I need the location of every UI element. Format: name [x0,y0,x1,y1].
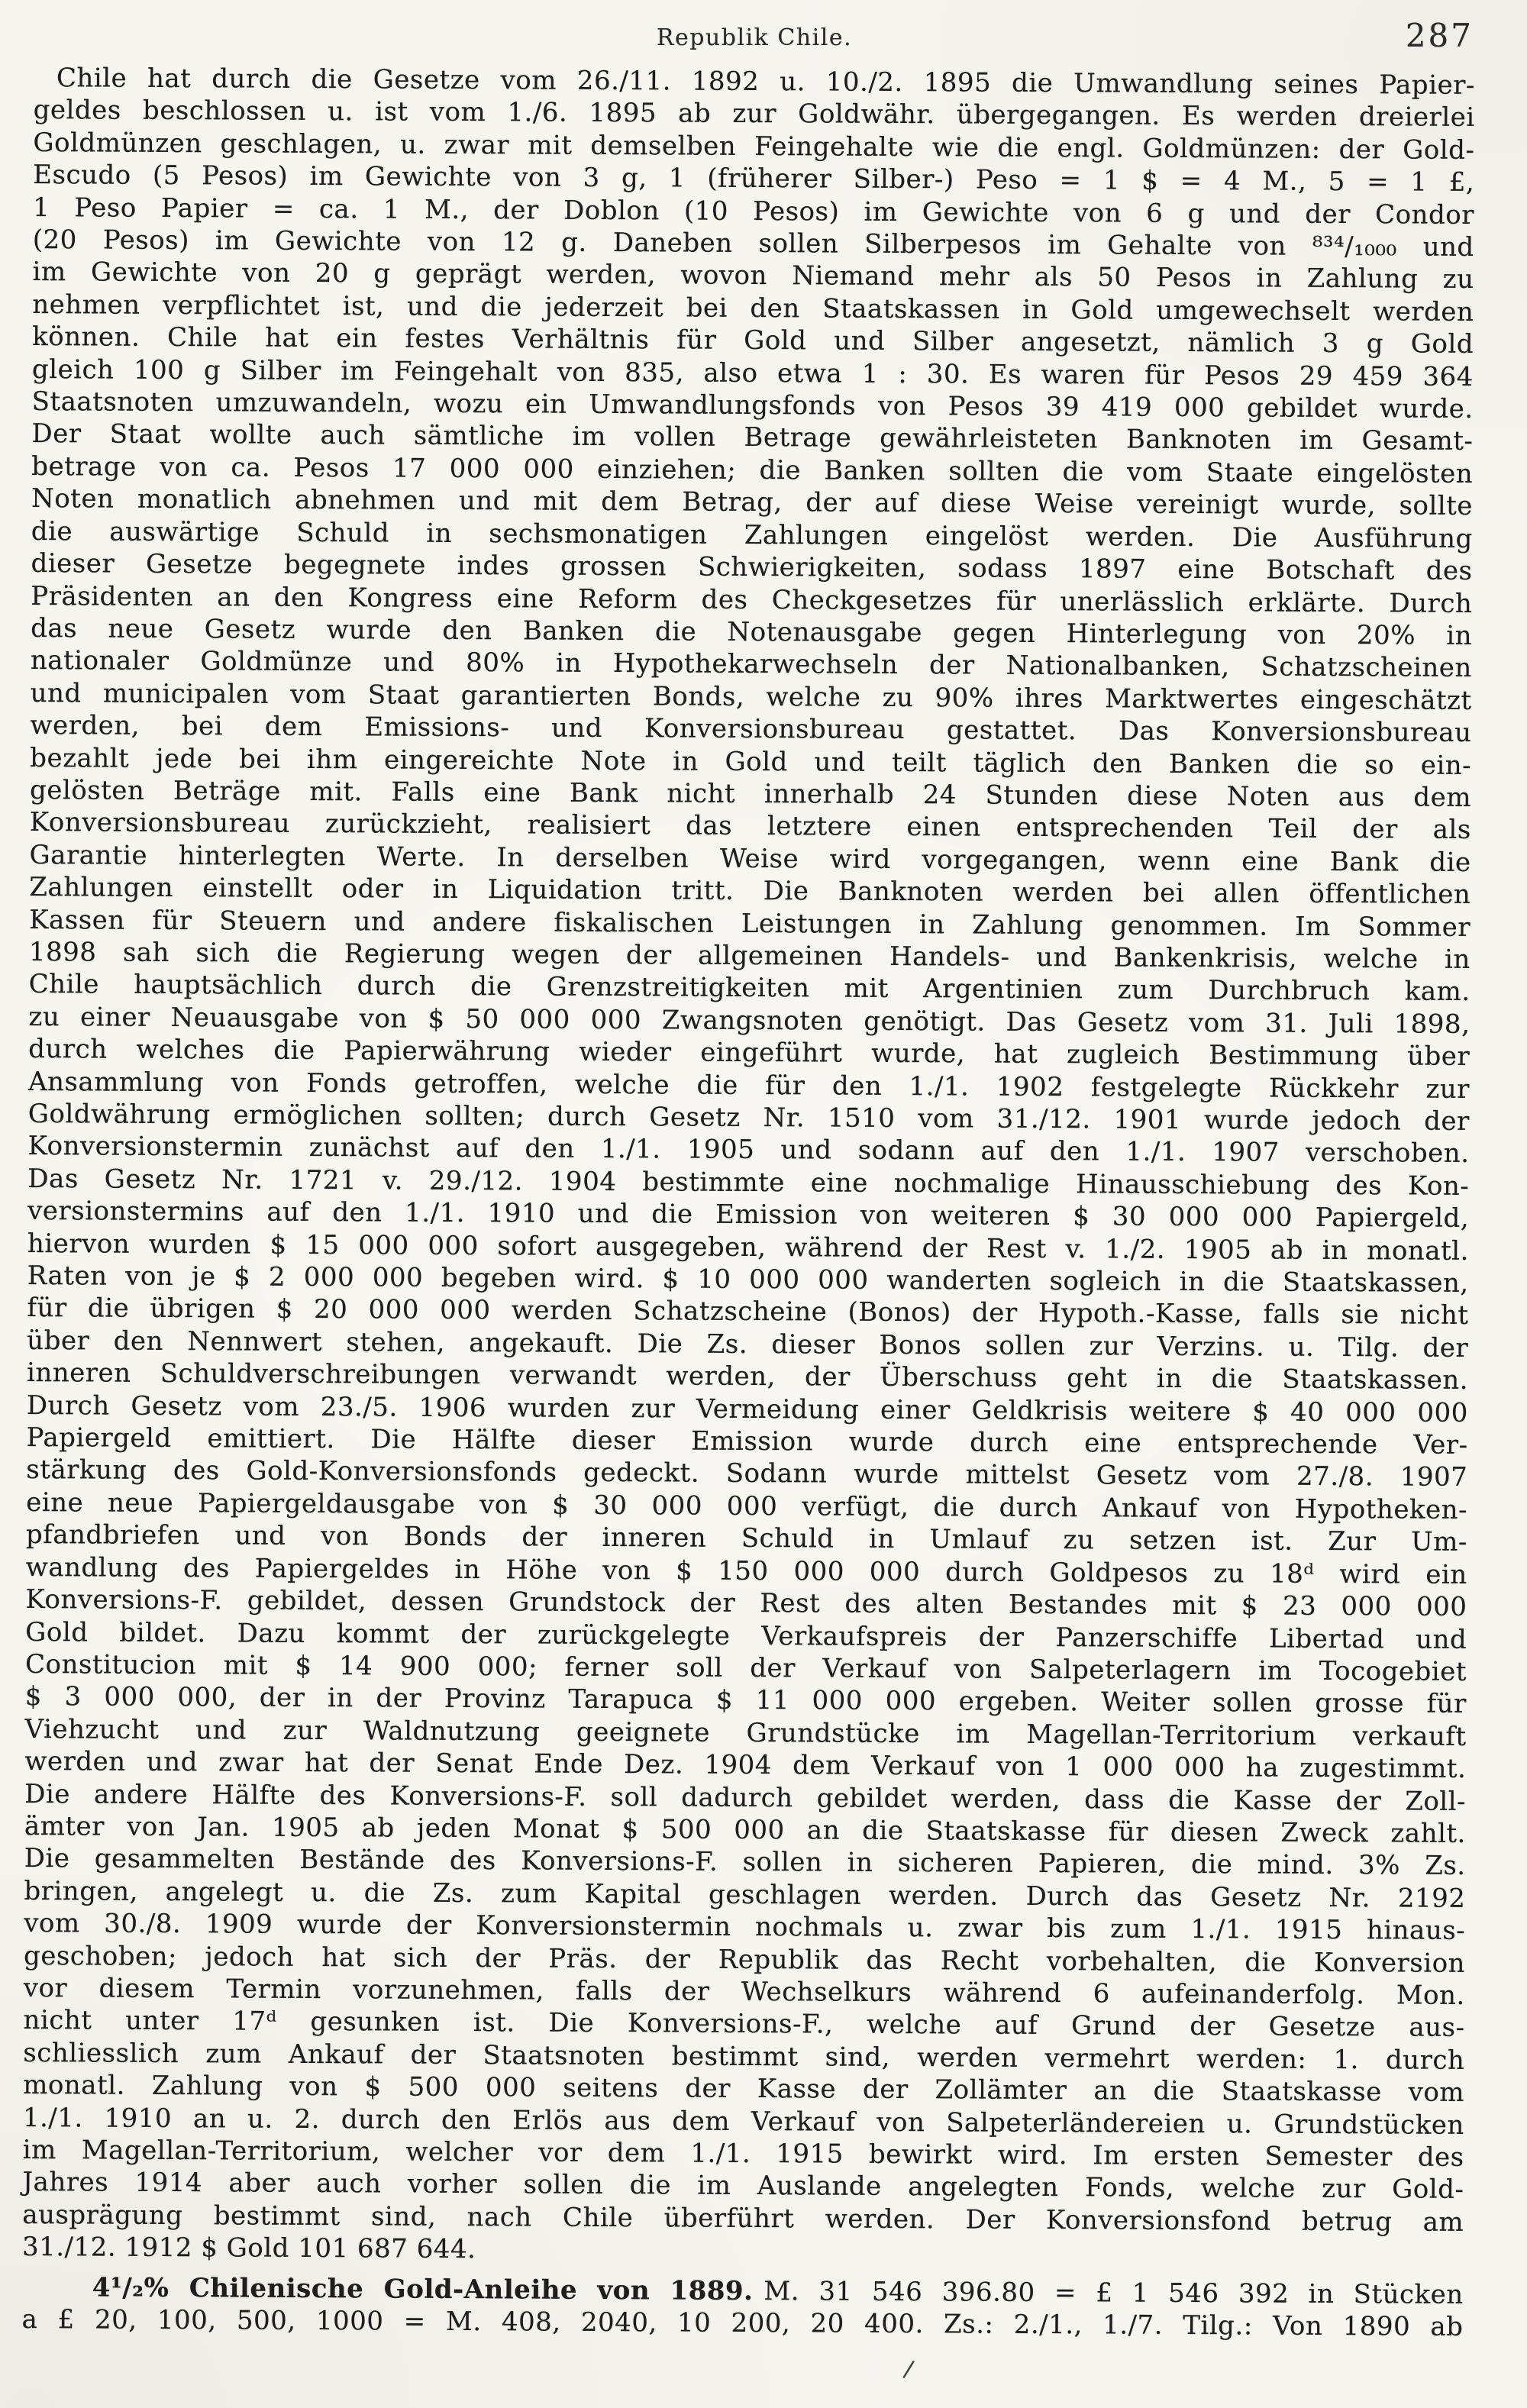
text-line: schliesslich zum Ankauf der Staatsnoten bestimmt sind, werden vermehrt werden: 1. durch [23,2037,1465,2076]
text-line: Durch Gesetz vom 23./5. 1906 wurden zur Vermeidung einer Geldkrisis weitere $ 40 000 000 [26,1390,1468,1428]
text-line: das neue Gesetz wurde den Banken die Notenausgabe gegen Hinterlegung von 20% in [31,612,1473,651]
text-line: gleich 100 g Silber im Feingehalt von 835, also etwa 1 : 30. Es waren für Pesos 29 459 364 [31,353,1474,392]
text-line: 1./1. 1910 an u. 2. durch den Erlös aus dem Verkauf von Salpeterländereien u. Grundstücken [22,2102,1464,2141]
text-line: versionstermins auf den 1./1. 1910 und die Emission von weiteren $ 30 000 000 Papiergeld, [27,1196,1470,1235]
text-line: vom 30./8. 1909 wurde der Konversionstermin nochmals u. zwar bis zum 1./1. 1915 hinaus- [24,1908,1466,1947]
text-line: Noten monatlich abnehmen und mit dem Betrag, der auf diese Weise vereinigt wurde, sollte [31,483,1474,522]
entry-heading: 4¹/₂% Chilenische Gold-Anleihe von 1889. [92,2272,754,2306]
text-line: geschoben; jedoch hat sich der Präs. der Republik das Recht vorbehalten, die Konversion [23,1940,1466,1979]
text-line: Jahres 1914 aber auch vorher sollen die im Auslande angelegten Fonds, welche zur Gold- [22,2167,1464,2206]
text-line: ämter von Jan. 1905 ab jeden Monat $ 500 000 an die Staatskasse für diesen Zweck zahlt. [24,1810,1466,1849]
text-line: bringen, angelegt u. die Zs. zum Kapital geschlagen werden. Durch das Gesetz Nr. 2192 [24,1875,1466,1914]
text-line: Goldwährung ermöglichen sollten; durch Gesetz Nr. 1510 vom 31./12. 1901 wurde jedoch der [27,1099,1470,1137]
text-line: wandlung des Papiergeldes in Höhe von $ 150 000 000 durch Goldpesos zu 18ᵈ wird ein [25,1551,1467,1590]
text-line: für die übrigen $ 20 000 000 werden Schatzscheine (Bonos) der Hypoth.-Kasse, falls sie nicht [27,1293,1469,1332]
text-line: nationaler Goldmünze und 80% in Hypothekarwechseln der Nationalbanken, Schatzscheinen [30,645,1472,684]
text-line: Goldmünzen geschlagen, u. zwar mit demselben Feingehalte wie die engl. Goldmünzen: der Gold- [33,127,1475,166]
text-line: monatl. Zahlung von $ 500 000 seitens der Kasse der Zollämter an die Staatskasse vom [23,2070,1465,2109]
page-number: 287 [1405,17,1474,54]
text-line: Constitucion mit $ 14 900 000; ferner soll der Verkauf von Salpeterlagern im Tocogebiet [24,1648,1467,1687]
text-line: stärkung des Gold-Konversionsfonds gedeckt. Sodann wurde mittelst Gesetz vom 27./8. 1907 [26,1454,1468,1493]
text-line: Die andere Hälfte des Konversions-F. soll dadurch gebildet werden, dass die Kasse der Zoll- [24,1778,1467,1817]
text-line: betrage von ca. Pesos 17 000 000 einziehen; die Banken sollten die vom Staate eingelösten [31,450,1474,489]
text-line: nicht unter 17ᵈ gesunken ist. Die Konversions-F., welche auf Grund der Gesetze aus- [23,2005,1465,2044]
text-line: a £ 20, 100, 500, 1000 = M. 408, 2040, 10 200, 20 400. Zs.: 2./1., 1./7. Tilg.: Von 1890 ab [21,2304,1464,2342]
scan-artifact-mark: / [901,2355,916,2384]
text-line: Zahlungen einstellt oder in Liquidation tritt. Die Banknoten werden bei allen öffentlichen [29,872,1471,911]
text-line: (20 Pesos) im Gewichte von 12 g. Daneben sollen Silberpesos im Gehalte von ⁸³⁴/₁₀₀₀ und [32,224,1474,263]
text-line: pfandbriefen und von Bonds der inneren Schuld in Umlauf zu setzen ist. Zur Um- [25,1519,1467,1558]
text-line: Konversionstermin zunächst auf den 1./1. 1905 und sodann auf den 1./1. 1907 verschoben. [27,1131,1470,1170]
text-line: Raten von je $ 2 000 000 begeben wird. $ 10 000 000 wanderten sogleich in die Staatskassen, [27,1260,1469,1299]
entry-text: M. 31 546 396.80 = £ 1 546 392 in Stücken [764,2275,1464,2310]
text-line: dieser Gesetze begegnete indes grossen Schwierigkeiten, sodass 1897 eine Botschaft des [31,548,1473,587]
running-title: Republik Chile. [656,24,853,51]
text-line: eine neue Papiergeldausgabe von $ 30 000 000 verfügt, die durch Ankauf von Hypotheken- [26,1486,1468,1525]
text-line: im Magellan-Territorium, welcher vor dem 1./1. 1915 bewirkt wird. Im ersten Semester des [22,2135,1464,2173]
text-line: nehmen verpflichtet ist, und die jederzeit bei den Staatskassen in Gold umgewechselt werden [32,289,1474,328]
text-line: gelösten Beträge mit. Falls eine Bank nicht innerhalb 24 Stunden diese Noten aus dem [29,774,1472,813]
text-line: und municipalen vom Staat garantierten Bonds, welche zu 90% ihres Marktwertes eingeschätzt [30,677,1472,716]
text-line: Kassen für Steuern und andere fiskalischen Leistungen in Zahlung genommen. Im Sommer [29,904,1471,943]
text-line: 1898 sah sich die Regierung wegen der allgemeinen Handels- und Bankenkrisis, welche in [28,937,1471,975]
text-line: im Gewichte von 20 g geprägt werden, wovon Niemand mehr als 50 Pesos in Zahlung zu [32,257,1474,295]
text-line: $ 3 000 000, der in der Provinz Tarapuca $ 11 000 000 ergeben. Weiter sollen grosse für [24,1681,1467,1720]
text-line: können. Chile hat ein festes Verhältnis für Gold und Silber angesetzt, nämlich 3 g Gold [32,321,1474,360]
text-line: Papiergeld emittiert. Die Hälfte dieser Emission wurde durch eine entsprechende Ver- [26,1422,1468,1461]
text-line: werden, bei dem Emissions- und Konversionsbureau gestattet. Das Konversionsbureau [30,710,1472,749]
text-line: Escudo (5 Pesos) im Gewichte von 3 g, 1 (früherer Silber-) Peso = 1 $ = 4 M., 5 = 1 £, [33,160,1475,199]
text-line: Chile hauptsächlich durch die Grenzstreitigkeiten mit Argentinien zum Durchbruch kam. [28,969,1471,1008]
text-line: Konversionsbureau zurückzieht, realisiert das letztere einen entsprechenden Teil der als [29,807,1471,846]
text-line: Konversions-F. gebildet, dessen Grundstock der Rest des alten Bestandes mit $ 23 000 000 [25,1584,1467,1623]
text-line: Ansammlung von Fonds getroffen, welche die für den 1./1. 1902 festgelegte Rückkehr zur [27,1066,1471,1105]
text-line: Gold bildet. Dazu kommt der zurückgelegte Verkaufspreis der Panzerschiffe Libertad und [25,1616,1467,1655]
text-line: Viehzucht und zur Waldnutzung geeignete Grundstücke im Magellan-Territorium verkauft [24,1713,1467,1752]
text-line: über den Nennwert stehen, angekauft. Die Zs. dieser Bonos sollen zur Verzins. u. Tilg. der [27,1325,1469,1364]
text-line: bezahlt jede bei ihm eingereichte Note in Gold und teilt täglich den Banken die so ein- [30,742,1472,781]
text-line: werden und zwar hat der Senat Ende Dez. 1904 dem Verkauf von 1 000 000 ha zugestimmt. [24,1746,1467,1785]
text-line: Der Staat wollte auch sämtliche im vollen Betrage gewährleisteten Banknoten im Gesamt- [31,418,1474,457]
text-line: Die gesammelten Bestände des Konversions-F. sollen in sicheren Papieren, die mind. 3% Zs. [24,1843,1466,1882]
text-line: Chile hat durch die Gesetze vom 26./11. 1892 u. 10./2. 1895 die Umwandlung seines Papier- [56,63,1475,101]
text-line: 1 Peso Papier = ca. 1 M., der Doblon (10 Pesos) im Gewichte von 6 g und der Condor [32,192,1475,231]
text-line: ausprägung bestimmt sind, nach Chile überführt werden. Der Konversionsfond betrug am [22,2199,1464,2238]
text-line: die auswärtige Schuld in sechsmonatigen Zahlungen eingelöst werden. Die Ausführung [31,515,1473,554]
text-line: vor diesem Termin vorzunehmen, falls der Wechselkurs während 6 aufeinanderfolg. Mon. [23,1972,1465,2011]
text-line: durch welches die Papierwährung wieder eingeführt wurde, hat zugleich Bestimmung über [28,1034,1471,1073]
text-line: Staatsnoten umzuwandeln, wozu ein Umwandlungsfonds von Pesos 39 419 000 gebildet wurde. [31,386,1474,424]
text-line: inneren Schuldverschreibungen verwandt werden, der Überschuss geht in die Staatskassen. [26,1357,1469,1396]
paragraph-bond [21,2271,1463,2344]
paragraph-main [22,62,1475,2271]
text-line: zu einer Neuausgabe von $ 50 000 000 Zwangsnoten genötigt. Das Gesetz vom 31. Juli 1898, [28,1001,1471,1040]
text-line: Garantie hinterlegten Werte. In derselben Weise wird vorgegangen, wenn eine Bank die [29,839,1471,878]
text-line: 31./12. 1912 $ Gold 101 687 644. [21,2232,476,2265]
text-line: Präsidenten an den Kongress eine Reform des Checkgesetzes für unerlässlich erklärte. Durch [31,580,1473,619]
text-line: Das Gesetz Nr. 1721 v. 29./12. 1904 bestimmte eine nochmalige Hinausschiebung des Kon- [27,1163,1470,1202]
text-line: hiervon wurden $ 15 000 000 sofort ausgegeben, während der Rest v. 1./2. 1905 ab in monatl. [27,1228,1469,1267]
body-text [21,62,1475,2343]
text-line: geldes beschlossen u. ist vom 1./6. 1895 ab zur Goldwähr. übergegangen. Es werden dreierlei [33,95,1475,134]
